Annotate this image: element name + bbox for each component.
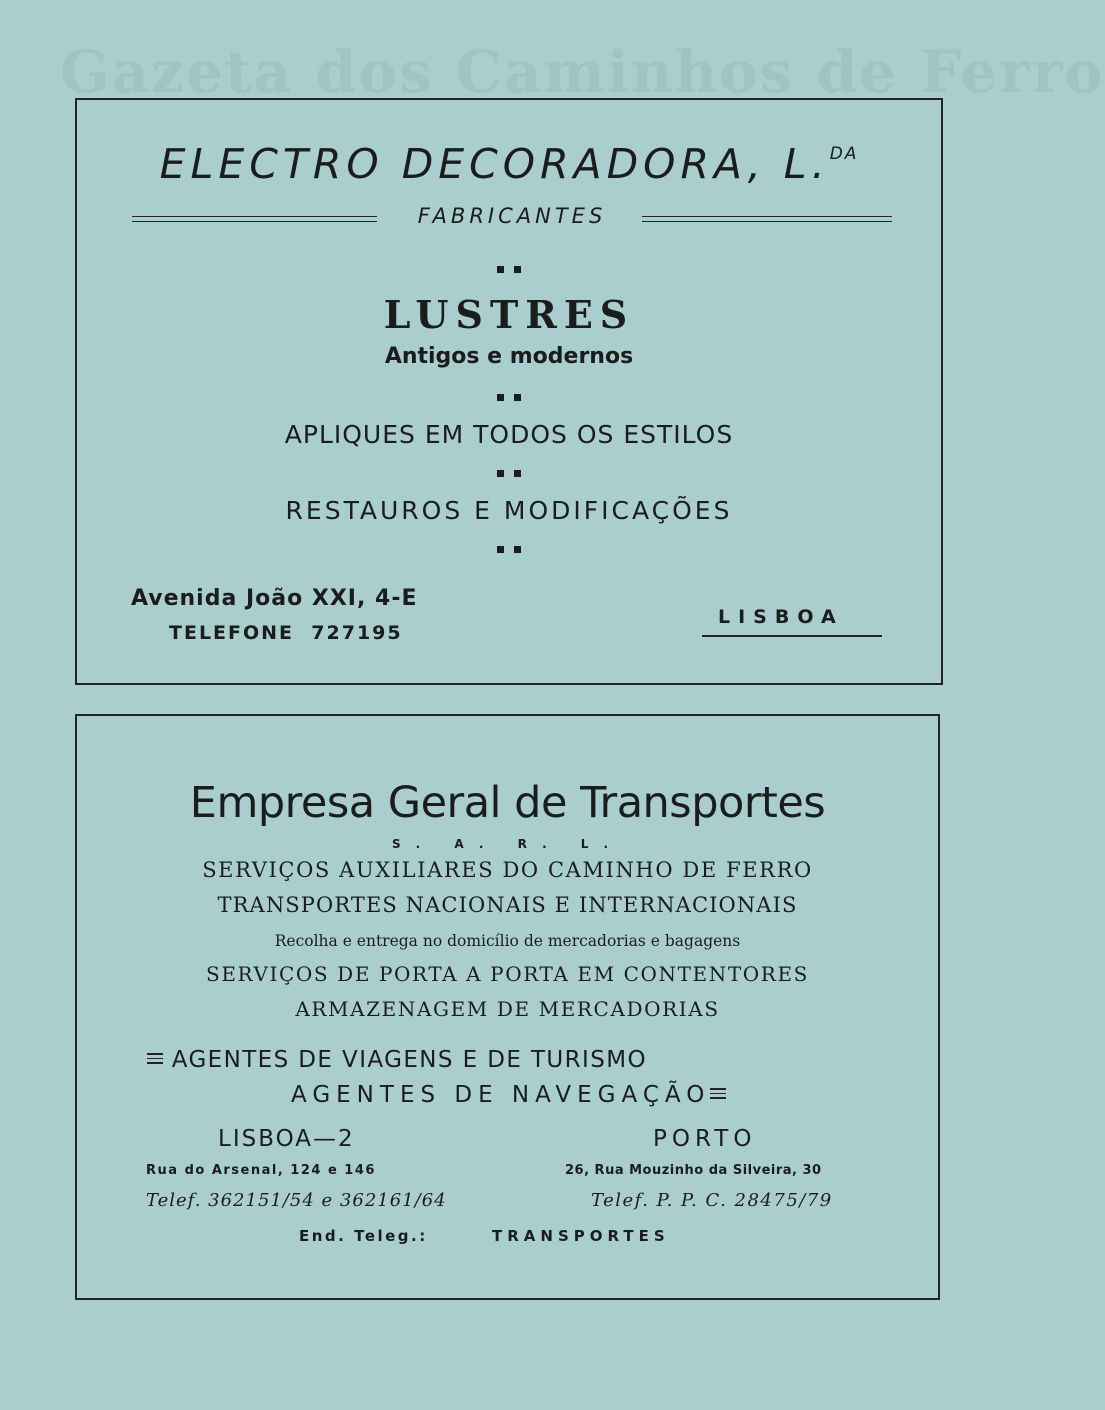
triple-bar-icon <box>147 1050 163 1067</box>
service-line-3: Recolha e entrega no domicílio de mercadorias e bagagens <box>274 932 741 950</box>
service-restauros: RESTAUROS E MODIFICAÇÕES <box>285 496 733 525</box>
agents-navigation: AGENTES DE NAVEGAÇÃO <box>291 1082 726 1108</box>
advert-empresa-geral-transportes <box>75 714 940 1300</box>
subtitle-row <box>132 204 892 234</box>
telegraph-label: End. Teleg.: <box>299 1227 428 1245</box>
service-line-1: SERVIÇOS AUXILIARES DO CAMINHO DE FERRO <box>202 858 813 882</box>
service-line-5: ARMAZENAGEM DE MERCADORIAS <box>295 997 720 1021</box>
company-name: ELECTRO DECORADORA, L.$^{DA}$ <box>159 140 859 188</box>
product-subheading: Antigos e modernos <box>384 344 634 369</box>
service-line-4: SERVIÇOS DE PORTA A PORTA EM CONTENTORES <box>206 962 809 986</box>
company-name: Empresa Geral de Transportes <box>189 778 826 828</box>
telegraph-address: TRANSPORTES <box>492 1227 670 1245</box>
background-bleed-text: Gazeta dos Caminhos de Ferro <box>60 38 1105 106</box>
office-porto-phone: Telef. P. P. C. 28475/79 <box>591 1190 833 1211</box>
product-heading: LUSTRES <box>383 292 635 337</box>
address: Avenida João XXI, 4-E <box>131 586 418 611</box>
company-type: S. A. R. L. <box>391 837 624 851</box>
office-porto-city: PORTO <box>653 1126 757 1152</box>
separator-squares <box>77 266 941 273</box>
telephone: TELEFONE 727195 <box>169 622 403 644</box>
city: LISBOA <box>718 606 844 628</box>
separator-squares <box>77 546 941 553</box>
office-lisboa-address: Rua do Arsenal, 124 e 146 <box>146 1163 376 1178</box>
separator-squares <box>77 470 941 477</box>
double-rule-right <box>642 216 892 222</box>
separator-squares <box>77 394 941 401</box>
triple-bar-icon <box>710 1085 726 1102</box>
subtitle: FABRICANTES <box>417 204 607 228</box>
office-porto-address: 26, Rua Mouzinho da Silveira, 30 <box>565 1163 822 1178</box>
service-apliques: APLIQUES EM TODOS OS ESTILOS <box>284 420 734 449</box>
office-lisboa-city: LISBOA—2 <box>218 1126 355 1152</box>
advert-electro-decoradora <box>75 98 943 685</box>
office-lisboa-phone: Telef. 362151/54 e 362161/64 <box>146 1190 447 1211</box>
city-underline <box>702 635 882 637</box>
service-line-2: TRANSPORTES NACIONAIS E INTERNACIONAIS <box>217 893 798 917</box>
agents-travel: AGENTES DE VIAGENS E DE TURISMO <box>147 1047 647 1073</box>
